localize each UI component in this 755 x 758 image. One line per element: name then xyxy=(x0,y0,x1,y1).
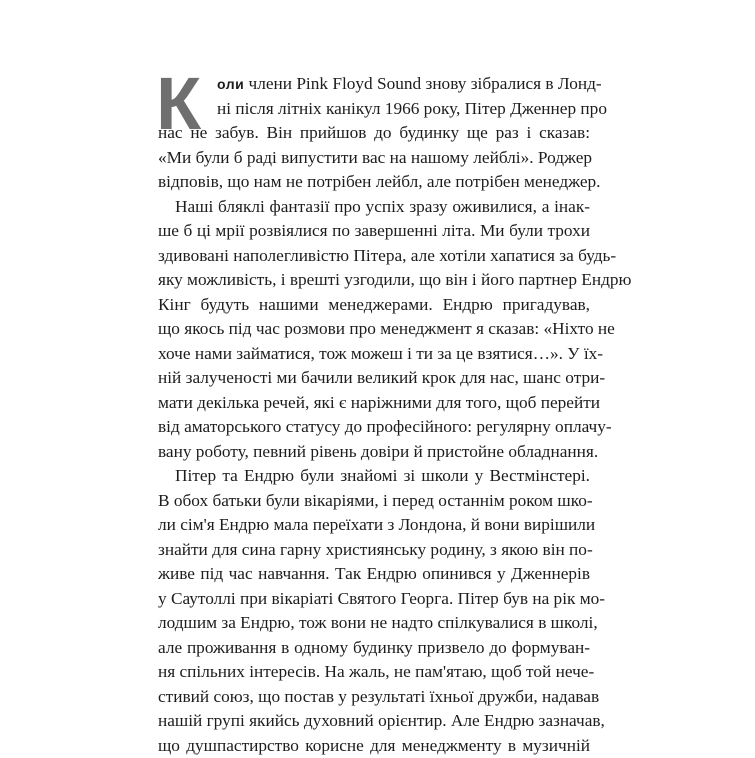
text-line: відповів, що нам не потрібен лейбл, але потрібен менеджер. xyxy=(158,170,590,195)
text-line: «Ми були б раді випустити вас на нашому лейблі». Роджер xyxy=(158,146,590,171)
text-line: знайти для сина гарну християнську родину, з якою він по- xyxy=(158,538,590,563)
text-line: лодшим за Ендрю, тож вони не надто спілкувалися в школі, xyxy=(158,611,590,636)
text-line: але проживання в одному будинку призвело до формуван- xyxy=(158,636,590,661)
text-line: яку можливість, і врешті узгодили, що він і його партнер Ендрю xyxy=(158,268,590,293)
paragraph xyxy=(158,464,590,758)
text-line: Пітер та Ендрю були знайомі зі школи у Вестмінстері. xyxy=(158,464,590,489)
text-line: нас не забув. Він прийшов до будинку ще раз і сказав: xyxy=(158,121,590,146)
text-line: ли сім'я Ендрю мала переїхати з Лондона, й вони вирішили xyxy=(158,513,590,538)
text-line: Наші бляклі фантазії про успіх зразу оживилися, а інак- xyxy=(158,195,590,220)
text-line: від аматорського статусу до професійного: регулярну оплачу- xyxy=(158,415,590,440)
text-line: здивовані наполегливістю Пітера, але хотіли хапатися за будь- xyxy=(158,244,590,269)
text-line: живе під час навчання. Так Ендрю опинився у Дженнерів xyxy=(158,562,590,587)
text-line: вану роботу, певний рівень довіри й пристойне обладнання. xyxy=(158,440,590,465)
text-line: нашій групі якийсь духовний орієнтир. Але Ендрю зазначав, xyxy=(158,709,590,734)
text-line: хоче нами займатися, тож можеш і ти за це взятися…». У їх- xyxy=(158,342,590,367)
text-line: ні після літніх канікул 1966 року, Пітер Дженнер про xyxy=(158,97,590,122)
text-line: мати декілька речей, які є наріжними для того, щоб перейти xyxy=(158,391,590,416)
text-line: ня спільних інтересів. На жаль, не пам'ятаю, щоб той нече- xyxy=(158,660,590,685)
text-line-rest: члени Pink Floyd Sound знову зібралися в Лонд- xyxy=(244,74,601,93)
text-line: ше б ці мрії розвіялися по завершенні літа. Ми були трохи xyxy=(158,219,590,244)
drop-cap: К xyxy=(156,74,201,134)
paragraph xyxy=(158,195,590,465)
text-line: В обох батьки були вікаріями, і перед останнім роком шко- xyxy=(158,489,590,514)
text-line: стивий союз, що постав у результаті їхньої дружби, надавав xyxy=(158,685,590,710)
text-line: ній залученості ми бачили великий крок для нас, шанс отри- xyxy=(158,366,590,391)
text-line: що якось під час розмови про менеджмент я сказав: «Ніхто не xyxy=(158,317,590,342)
text-line xyxy=(158,72,590,97)
text-line: що душпастирство корисне для менеджменту в музичній xyxy=(158,734,590,758)
body-text xyxy=(158,72,590,758)
lead-in-text: оли xyxy=(217,76,244,92)
text-line: Кінг будуть нашими менеджерами. Ендрю пригадував, xyxy=(158,293,590,318)
text-line: у Саутоллі при вікаріаті Святого Георга. Пітер був на рік мо- xyxy=(158,587,590,612)
